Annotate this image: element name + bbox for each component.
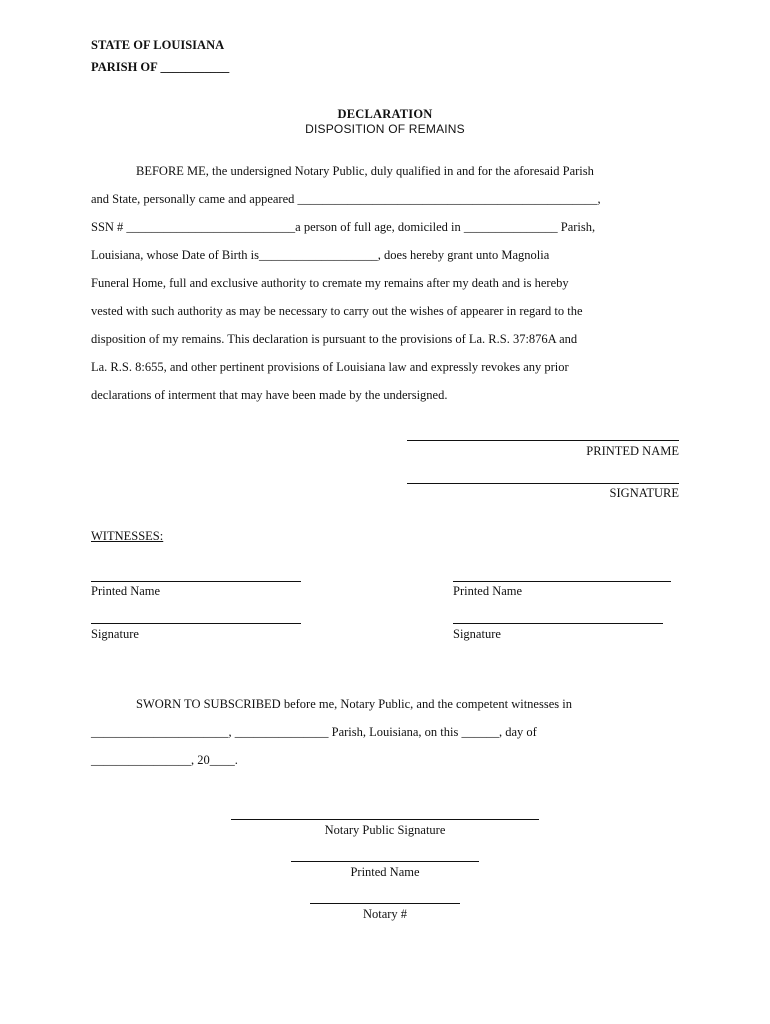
paragraph-line: Funeral Home, full and exclusive authority to cremate my remains after my death and is hereby [91,276,569,290]
paragraph-line: and State, personally came and appeared ________________________________________________, [91,192,601,206]
witness-1-printed-name-label: Printed Name [91,584,161,598]
parish-heading: PARISH OF ___________ [91,60,230,74]
sworn-line: ______________________, _______________ Parish, Louisiana, on this ______, day of [91,725,537,739]
state-heading: STATE OF LOUISIANA [91,38,225,52]
paragraph-line: disposition of my remains. This declaration is pursuant to the provisions of La. R.S. 37:876A and [91,332,578,346]
declarant-printed-name-line[interactable] [407,440,679,441]
witnesses-heading: WITNESSES: [91,529,164,543]
notary-number-line[interactable] [310,903,460,904]
witness-2-signature-label: Signature [453,627,501,641]
witness-1-printed-name-line[interactable] [91,581,301,582]
paragraph-line: declarations of interment that may have been made by the undersigned. [91,388,448,402]
witness-1-signature-line[interactable] [91,623,301,624]
witness-2-printed-name-label: Printed Name [453,584,523,598]
sworn-line: SWORN TO SUBSCRIBED before me, Notary Public, and the competent witnesses in [136,697,572,711]
paragraph-line: La. R.S. 8:655, and other pertinent provisions of Louisiana law and expressly revokes any prior [91,360,569,374]
paragraph-line: BEFORE ME, the undersigned Notary Public, duly qualified in and for the aforesaid Parish [136,164,594,178]
notary-number-label: Notary # [362,907,408,921]
document-subtitle: DISPOSITION OF REMAINS [305,122,465,136]
witness-1-signature-label: Signature [91,627,139,641]
document-title: DECLARATION [337,107,433,121]
notary-printed-name-label: Printed Name [350,865,420,879]
witness-2-signature-line[interactable] [453,623,663,624]
sworn-line: ________________, 20____. [91,753,238,767]
notary-signature-line[interactable] [231,819,539,820]
declarant-printed-name-label: PRINTED NAME [586,444,679,458]
paragraph-line: vested with such authority as may be necessary to carry out the wishes of appearer in regard to the [91,304,583,318]
declarant-signature-label: SIGNATURE [609,486,679,500]
witness-2-printed-name-line[interactable] [453,581,671,582]
notary-printed-name-line[interactable] [291,861,479,862]
paragraph-line: SSN # ___________________________a person of full age, domiciled in _______________ Parish, [91,220,596,234]
paragraph-line: Louisiana, whose Date of Birth is___________________, does hereby grant unto Magnolia [91,248,550,262]
declarant-signature-line[interactable] [407,483,679,484]
notary-signature-label: Notary Public Signature [324,823,446,837]
